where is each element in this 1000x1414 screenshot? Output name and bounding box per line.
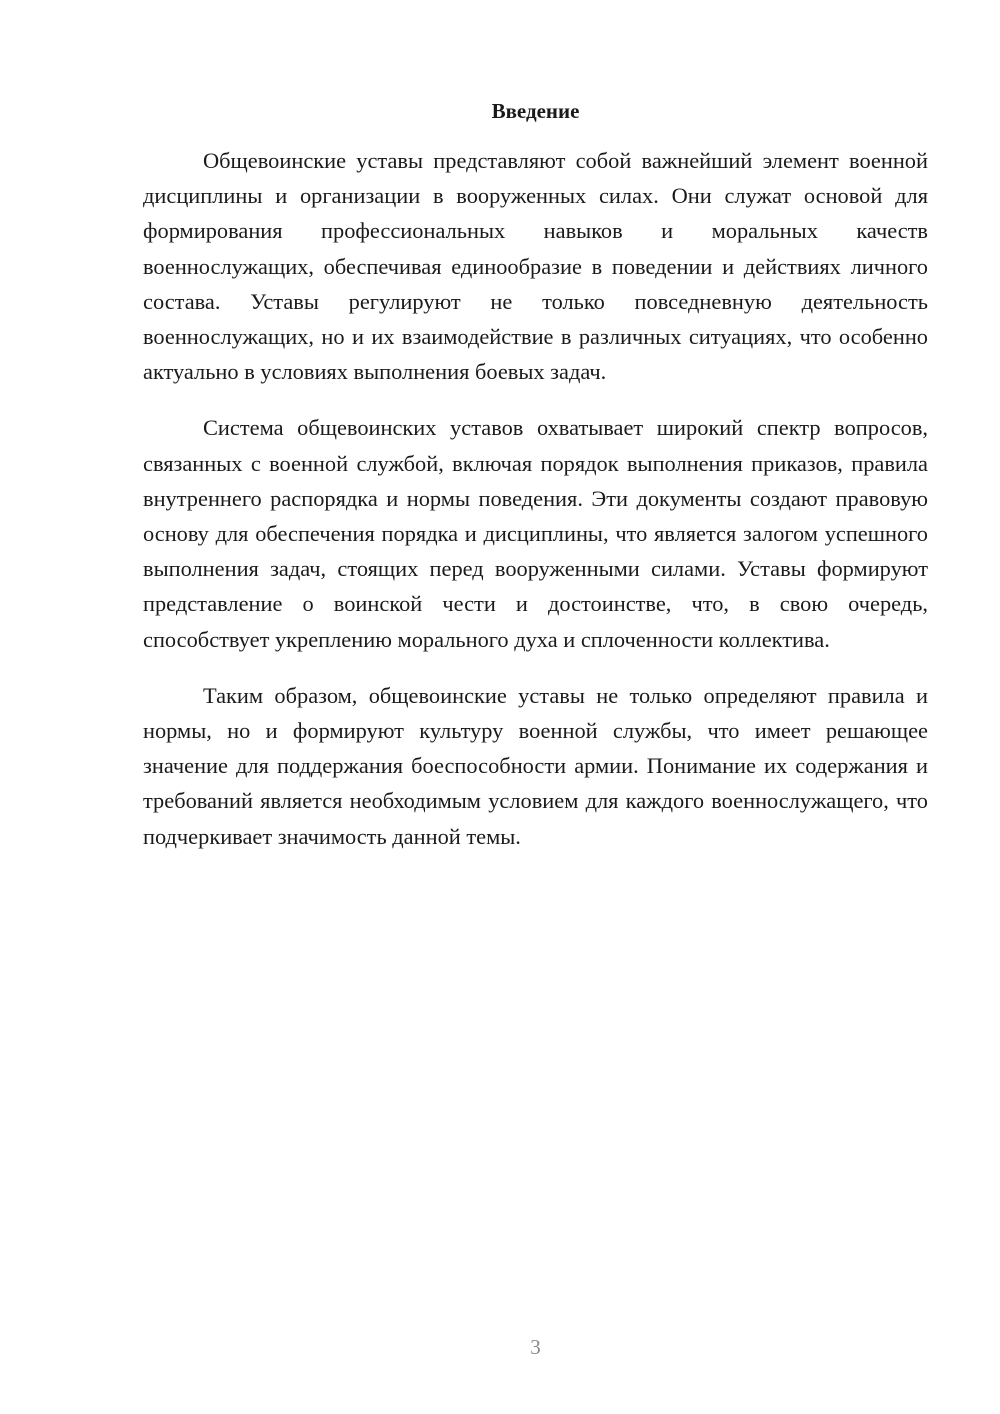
paragraph-3: Таким образом, общевоинские уставы не только определяют правила и нормы, но и формируют культуру военной службы, что имеет решающее значение для поддержания боеспособности армии. Понимание их содержания и требований является необходимым условием для каждого военнослужащего, что подчеркивает значимость данной темы. — [143, 682, 928, 849]
body-text — [143, 143, 928, 875]
paragraph-1: Общевоинские уставы представляют собой важнейший элемент военной дисциплины и организации в вооруженных силах. Они служат основой для формирования профессиональных навыков и моральных качеств военнослужащих, обеспечивая единообразие в поведении и действиях личного состава. Уставы регулируют не только повседневную деятельность военнослужащих, но и их взаимодействие в различных ситуациях, что особенно актуально в условиях выполнения боевых задач. — [143, 148, 928, 385]
section-heading: Введение — [491, 99, 580, 123]
paragraph-2: Система общевоинских уставов охватывает широкий спектр вопросов, связанных с военной службой, включая порядок выполнения приказов, правила внутреннего распорядка и нормы поведения. Эти документы создают правовую основу для обеспечения порядка и дисциплины, что является залогом успешного выполнения задач, стоящих перед вооруженными силами. Уставы формируют представление о воинской чести и достоинстве, что, в свою очередь, способствует укреплению морального духа и сплоченности коллектива. — [143, 415, 928, 652]
page-number: 3 — [530, 1335, 541, 1359]
